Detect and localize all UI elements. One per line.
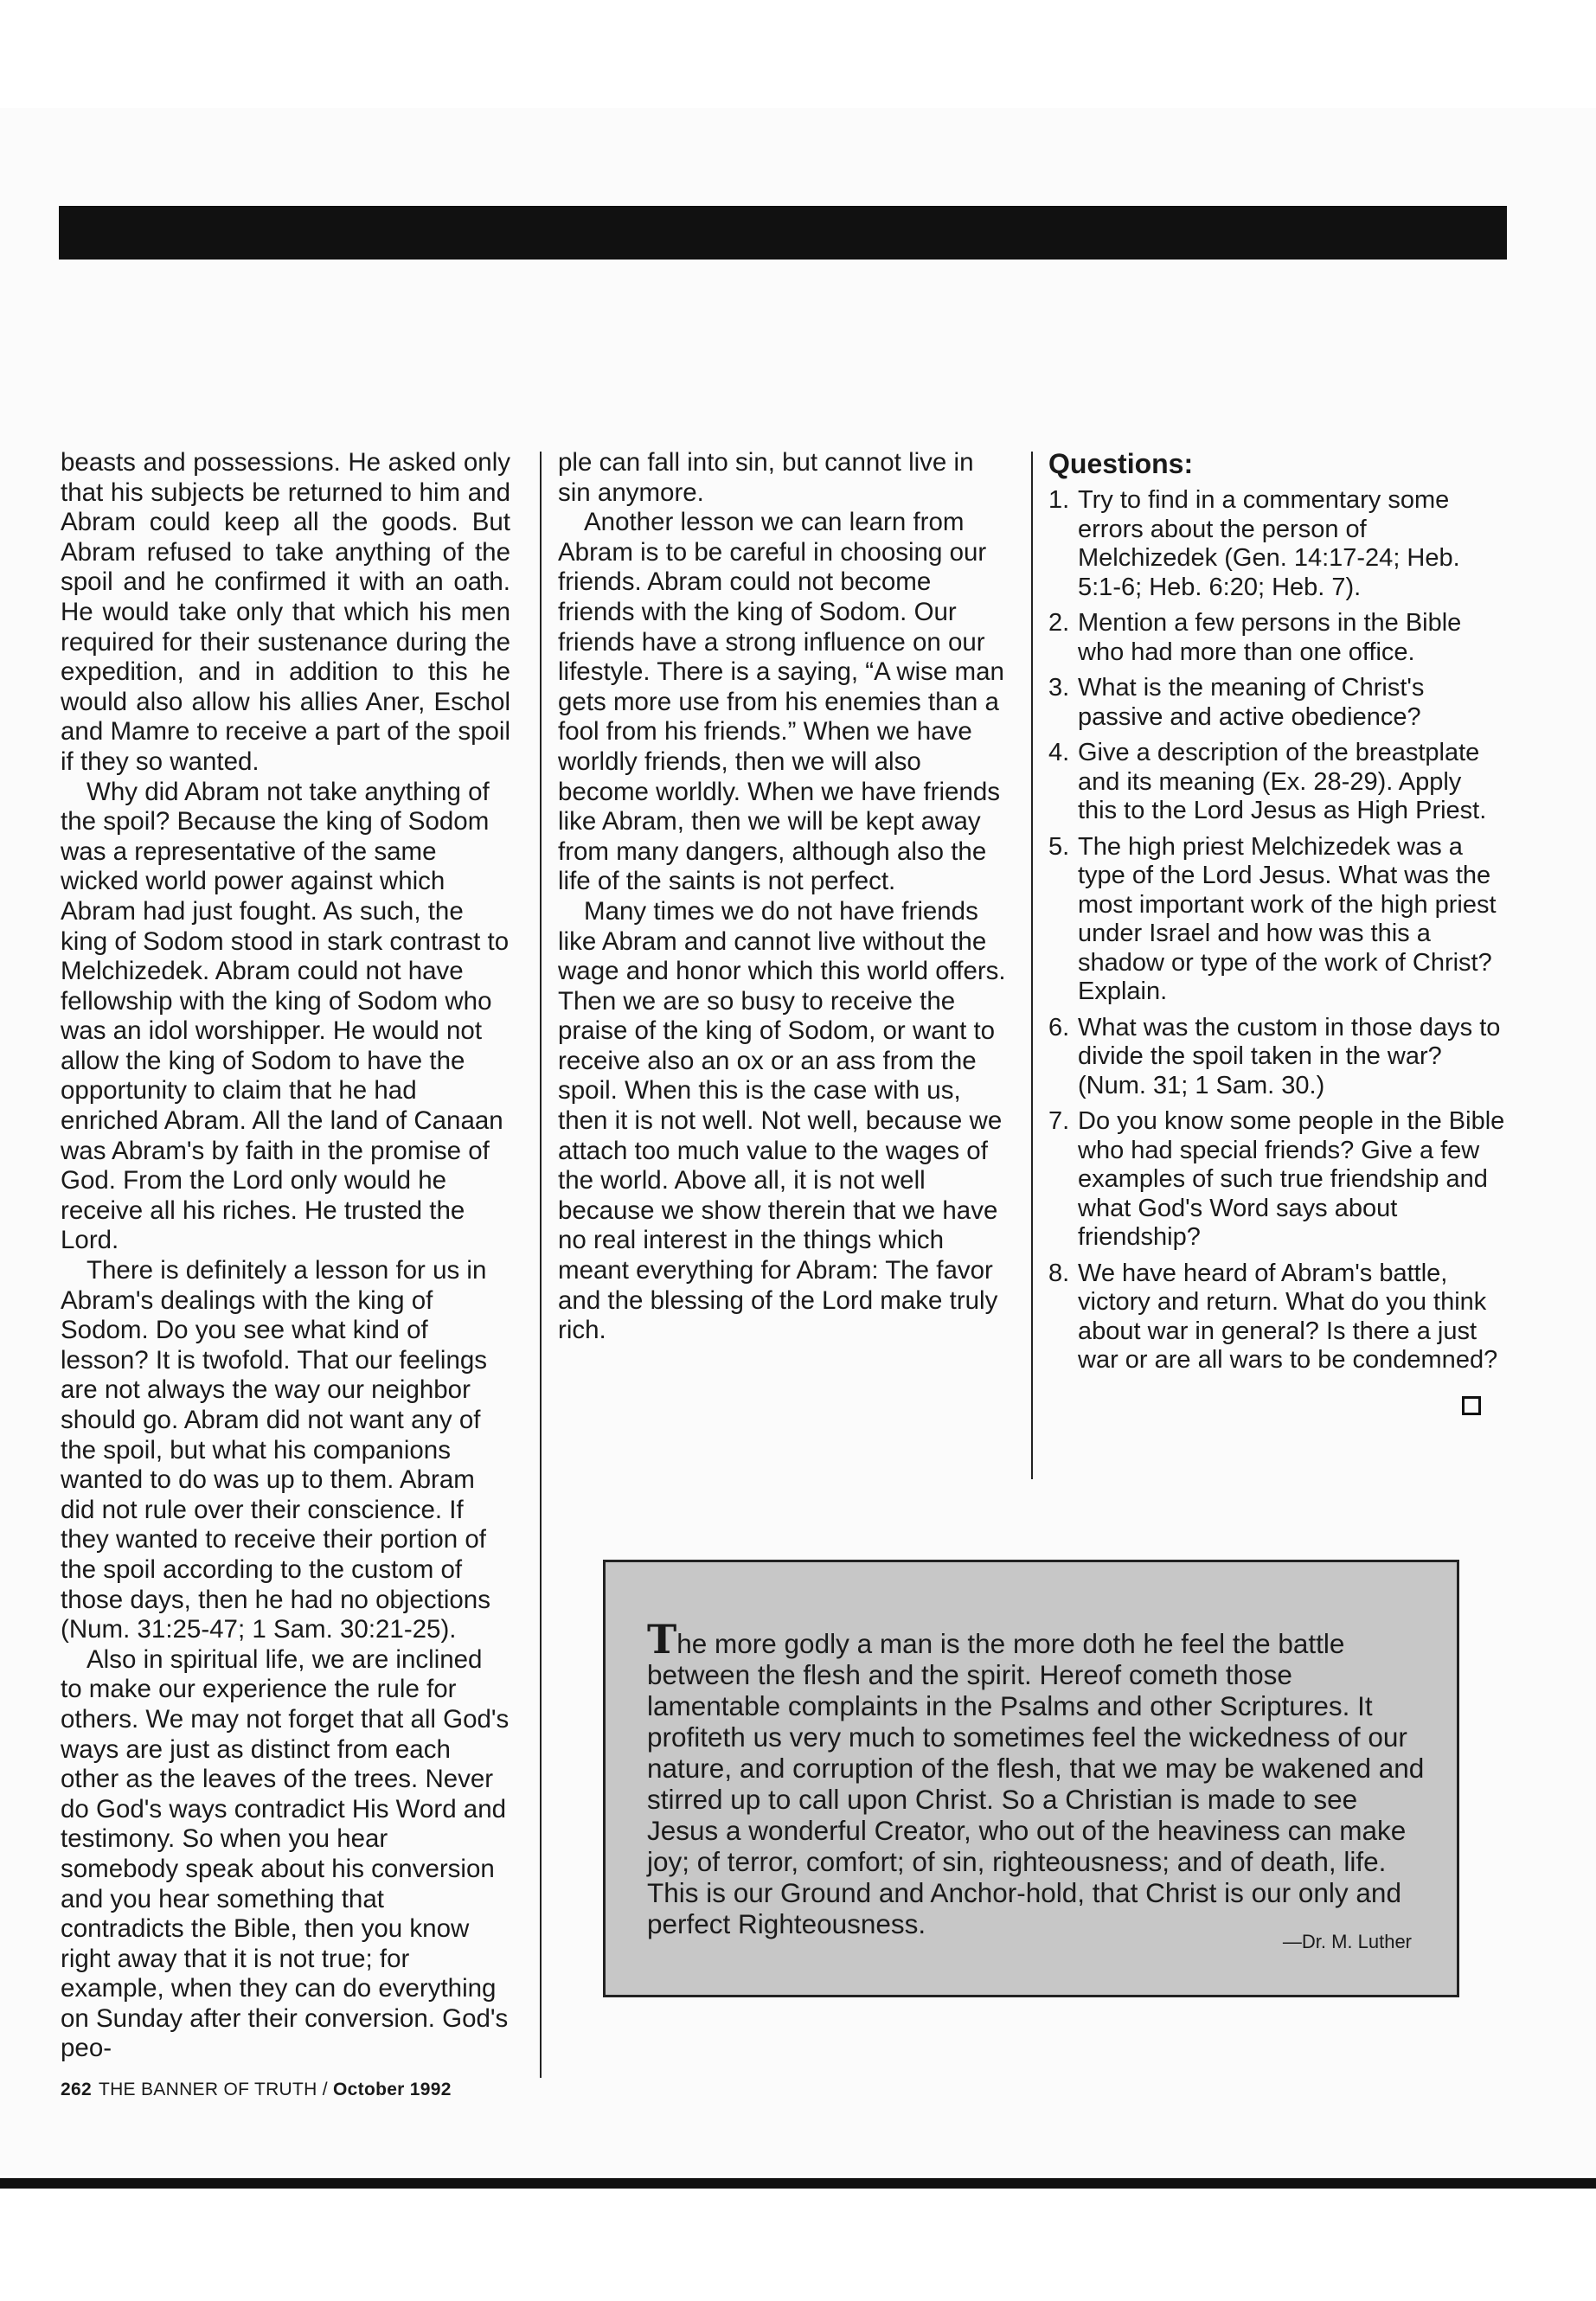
question-number: 1. <box>1048 486 1070 514</box>
question-text: The high priest Melchizedek was a type of the Lord Jesus. What was the most important work of the high priest under Israel and how was this a shadow or type of the work of Christ? Explain. <box>1078 832 1497 1005</box>
question-text: Mention a few persons in the Bible who had more than one office. <box>1078 609 1462 666</box>
question-text: Do you know some people in the Bible who had special friends? Give a few examples of such true friendship and what God's Word says about friendship? <box>1078 1107 1505 1251</box>
question-item <box>1048 486 1507 602</box>
question-text: What is the meaning of Christ's passive and active obedience? <box>1078 674 1425 731</box>
paragraph: Another lesson we can learn from Abram is to be careful in choosing our friends. Abram could not become friends with the king of Sodom. Our friends have a strong influence on our lifestyle. There is a saying, “A wise man gets more use from his enemies than a fool from his friends.” When we have worldly friends, then we will also become worldly. When we have friends like Abram, then we will be kept away from many dangers, although also the life of the saints is not perfect. <box>558 508 1004 896</box>
luther-quote-box <box>603 1560 1459 1997</box>
question-number: 2. <box>1048 609 1070 637</box>
question-number: 7. <box>1048 1107 1070 1135</box>
column-divider <box>540 452 542 2078</box>
end-of-article-mark <box>1462 1396 1481 1415</box>
question-number: 3. <box>1048 674 1070 702</box>
question-number: 8. <box>1048 1259 1070 1287</box>
quote-dropcap: T <box>647 1616 677 1663</box>
paragraph: ple can fall into sin, but cannot live in sin anymore. <box>558 448 974 507</box>
questions-heading: Questions: <box>1048 448 1194 479</box>
question-text: What was the custom in those days to divide the spoil taken in the war? (Num. 31; 1 Sam. 30.) <box>1078 1013 1501 1099</box>
quote-author: —Dr. M. Luther <box>1282 1931 1412 1952</box>
issue-date: October 1992 <box>333 2080 452 2099</box>
question-number: 4. <box>1048 739 1070 766</box>
page-footer <box>61 2080 452 2100</box>
paragraph: Also in spiritual life, we are inclined to make our experience the rule for others. We may not forget that all God's ways are just as distinct from each other as the leaves of the trees. Never do God's ways contradict His Word and testimony. So when you hear somebody speak about his conversion and you hear something that contradicts the Bible, then you know right away that it is not true; for example, when they can do everything on Sunday after their conversion. God's peo- <box>61 1644 510 2063</box>
header-band <box>59 206 1507 260</box>
questions-list <box>1048 486 1507 1375</box>
question-item <box>1048 1014 1507 1101</box>
question-text: Try to find in a commentary some errors about the person of Melchizedek (Gen. 14:17-24; Heb. 5:1-6; Heb. 6:20; Heb. 7). <box>1078 486 1460 601</box>
question-item <box>1048 1107 1507 1253</box>
page-number: 262 <box>61 2080 92 2099</box>
paragraph: There is definitely a lesson for us in Abram's dealings with the king of Sodom. Do you see what kind of lesson? It is twofold. That our feelings are not always the way our neighbor should go. Abram did not want any of the spoil, but what his companions wanted to do was up to them. Abram did not rule over their conscience. If they wanted to receive their portion of the spoil according to the custom of those days, then he had no objections (Num. 31:25-47; 1 Sam. 30:21-25). <box>61 1256 490 1644</box>
question-number: 6. <box>1048 1013 1070 1042</box>
quote-text <box>647 1616 1426 1939</box>
question-text: Give a description of the breastplate and its meaning (Ex. 28-29). Apply this to the Lord Jesus as High Priest. <box>1078 739 1487 824</box>
paragraph: Many times we do not have friends like Abram and cannot live without the wage and honor which this world offers. Then we are so busy to receive the praise of the king of Sodom, or want to receive also an ox or an ass from the spoil. When this is the case with us, then it is not well. Not well, because we attach too much value to the wages of the world. Above all, it is not well because we show therein that we have no real interest in the things which meant everything for Abram: The favor and the blessing of the Lord make truly rich. <box>558 896 1006 1345</box>
questions-column <box>1048 448 1507 1382</box>
article-column-1 <box>61 448 510 2064</box>
question-item <box>1048 674 1507 732</box>
question-item <box>1048 609 1507 667</box>
question-item <box>1048 1259 1507 1375</box>
question-number: 5. <box>1048 832 1070 861</box>
column-divider <box>1031 452 1033 1479</box>
question-item <box>1048 739 1507 826</box>
quote-body: he more godly a man is the more doth he feel the battle between the flesh and the spirit. Hereof cometh those lamentable complaints in the Psalms and other Scriptures. It profiteth us very much to sometimes feel the wickedness of our nature, and corruption of the flesh, that we may be wakened and stirred up to call upon Christ. So a Christian is made to see Jesus a wonderful Creator, who out of the heaviness can make joy; of terror, comfort; of sin, righteousness; and of death, life. This is our Ground and Anchor-hold, that Christ is our only and perfect Righteousness. <box>647 1628 1425 1939</box>
question-item <box>1048 833 1507 1007</box>
article-column-2 <box>558 448 1008 1346</box>
paragraph: Why did Abram not take anything of the spoil? Because the king of Sodom was a representative of the same wicked world power against which Abram had just fought. As such, the king of Sodom stood in stark contrast to Melchizedek. Abram could not have fellowship with the king of Sodom who was an idol worshipper. He would not allow the king of Sodom to have the opportunity to claim that he had enriched Abram. All the land of Canaan was Abram's by faith in the promise of God. From the Lord only would he receive all his riches. He trusted the Lord. <box>61 777 510 1255</box>
publication-name: THE BANNER OF TRUTH / <box>98 2080 328 2099</box>
paragraph: beasts and possessions. He asked only that his subjects be returned to him and Abram could keep all the goods. But Abram refused to take anything of the spoil and he confirmed it with an oath. He would take only that which his men required for their sustenance during the expedition, and in addition to this he would also allow his allies Aner, Eschol and Mamre to receive a part of the spoil if they so wanted. <box>61 448 510 776</box>
bottom-band <box>0 2178 1596 2189</box>
question-text: We have heard of Abram's battle, victory and return. What do you think about war in general? Is there a just war or are all wars to be condemned? <box>1078 1259 1498 1374</box>
